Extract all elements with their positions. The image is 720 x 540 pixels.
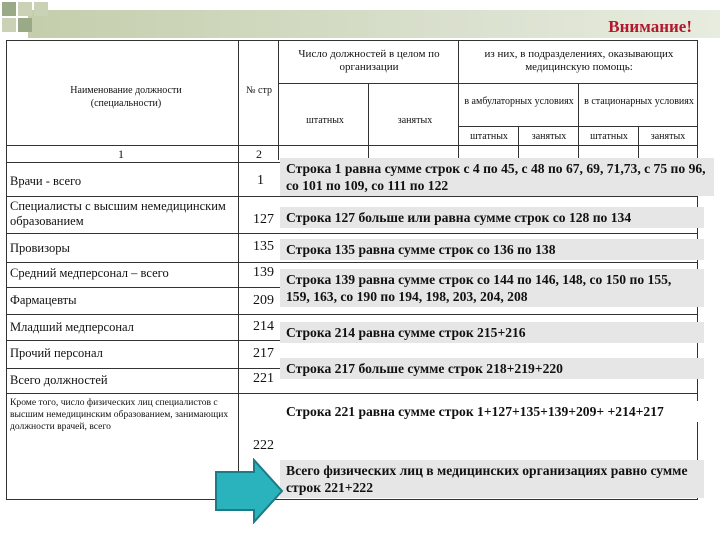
row-label: Фармацевты (10, 293, 77, 307)
row-label: Кроме того, число физических лиц специалистов с высшим немедицинским образованием, занимающих должности врачей, всего (10, 397, 229, 432)
row-number: 222 (253, 438, 274, 453)
grid-line (458, 40, 459, 160)
grid-line (6, 233, 698, 234)
row-number: 139 (253, 265, 274, 280)
col-header-sub-occupied-1: занятых (531, 131, 567, 142)
grid-line (518, 126, 519, 160)
col-header-line-no: № стр (246, 85, 272, 96)
grid-line (6, 196, 698, 197)
row-number: 221 (253, 371, 274, 386)
row-number: 127 (253, 212, 274, 227)
col-number-2: 2 (256, 147, 262, 161)
col-number-1: 1 (118, 147, 124, 161)
deco-square (18, 18, 32, 32)
grid-line (278, 40, 279, 160)
col-header-sub-occupied-2: занятых (650, 131, 686, 142)
deco-square (2, 18, 16, 32)
col-header-name: Наименование должности (специальности) (70, 85, 182, 109)
col-header-subdivisions: из них, в подразделениях, оказывающих медицинскую помощь: (484, 48, 674, 73)
col-header-staff: штатных (306, 115, 344, 126)
col-header-outpatient: в амбулаторных условиях (464, 96, 574, 107)
validation-note: Всего физических лиц в медицинских организациях равно сумме строк 221+222 (280, 460, 704, 498)
warning-title: Внимание! (608, 17, 692, 36)
row-number: 135 (253, 239, 274, 254)
deco-square (2, 2, 16, 16)
grid-line (458, 126, 698, 127)
row-label: Всего должностей (10, 373, 108, 387)
col-header-sub-staff-1: штатных (470, 131, 508, 142)
grid-line (6, 393, 698, 394)
col-header-total: Число должностей в целом по организации (298, 48, 440, 73)
row-number: 1 (257, 173, 264, 188)
grid-line (6, 40, 7, 500)
grid-line (638, 126, 639, 160)
deco-square (18, 2, 32, 16)
row-number: 209 (253, 293, 274, 308)
validation-note: Строка 135 равна сумме строк со 136 по 138 (280, 239, 704, 260)
row-label: Средний медперсонал – всего (10, 266, 169, 280)
validation-note: Строка 214 равна сумме строк 215+216 (280, 322, 704, 343)
grid-line (278, 83, 698, 84)
row-label: Врачи - всего (10, 174, 82, 188)
grid-line (578, 83, 579, 160)
grid-line (6, 145, 698, 146)
row-number: 214 (253, 319, 274, 334)
col-header-inpatient: в стационарных условиях (584, 96, 694, 107)
grid-line (6, 40, 698, 41)
row-label: Прочий персонал (10, 346, 103, 360)
col-header-occupied: занятых (397, 115, 433, 126)
validation-note: Строка 1 равна сумме строк с 4 по 45, с 48 по 67, 69, 71,73, с 75 по 96, со 101 по 109, со 111 по 122 (280, 158, 714, 196)
row-label: Провизоры (10, 241, 70, 255)
col-header-sub-staff-2: штатных (590, 131, 628, 142)
grid-line (238, 40, 239, 500)
deco-square (34, 2, 48, 16)
grid-line (6, 262, 698, 263)
validation-note: Строка 127 больше или равна сумме строк со 128 по 134 (280, 207, 704, 228)
row-label: Специалисты с высшим немедицинским образованием (10, 199, 226, 228)
row-label: Младший медперсонал (10, 320, 134, 334)
row-number: 217 (253, 346, 274, 361)
arrow-right-icon (214, 458, 284, 524)
grid-line (6, 499, 698, 500)
validation-note: Строка 217 больше сумме строк 218+219+220 (280, 358, 704, 379)
grid-line (368, 83, 369, 160)
grid-line (6, 314, 698, 315)
validation-note: Строка 221 равна сумме строк 1+127+135+139+209+ +214+217 (280, 401, 704, 422)
validation-note: Строка 139 равна сумме строк со 144 по 146, 148, со 150 по 155, 159, 163, со 190 по 194, 198, 203, 204, 208 (280, 269, 704, 307)
